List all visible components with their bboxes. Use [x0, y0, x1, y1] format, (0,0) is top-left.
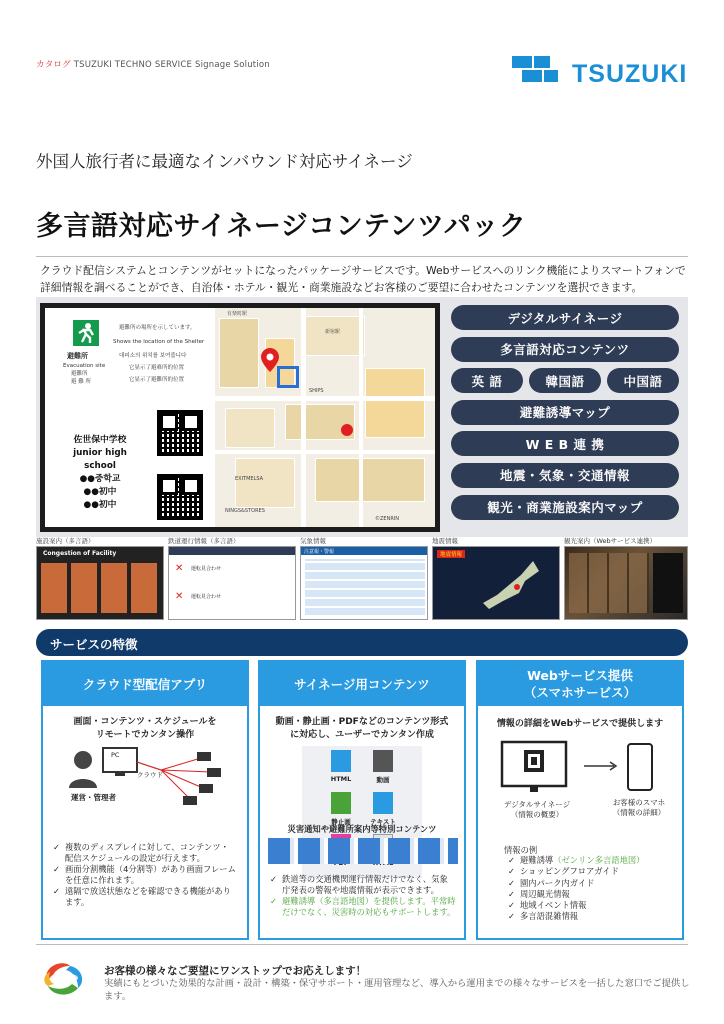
shelter-en-label: Evacuation site — [63, 363, 106, 369]
brand-name: TSUZUKI — [572, 59, 688, 88]
shelter-line: 대피소의 위치를 보여줍니다 — [119, 353, 187, 359]
catalog-label: カタログ — [36, 60, 71, 70]
pill-tourism-map: 観光・商業施設案内マップ — [451, 495, 679, 520]
operator-label: 運営・管理者 — [71, 793, 116, 802]
pill-digital-signage: デジタルサイネージ — [451, 305, 679, 330]
footer-title: お客様の様々なご要望にワンストップでお応えします！ — [104, 965, 367, 977]
school-name: 佐世保中学校 junior high school ●●중학교 ●●初中 ●●初中 — [73, 435, 127, 510]
pill-multilingual: 多言語対応コンテンツ — [451, 337, 679, 362]
qr-code-icon — [157, 474, 203, 520]
shelter-line: 它显示了避難所的位置 — [129, 377, 185, 383]
card-subheading: 動画・静止画・PDFなどのコンテンツ形式 に対応し、ユーザーでカンタン作成 — [275, 717, 449, 740]
intro-text: クラウド配信システムとコンテンツがセットになったパッケージサービスです。Webサービスへのリンク機能によりスマートフォンで詳細情報を調べることができ、自治体・ホテル・観光・商業施設などお客様のご要望に合わせたコンテンツを選択できます。 — [40, 264, 686, 294]
tagline-text: TSUZUKI TECHNO SERVICE Signage Solution — [73, 60, 270, 70]
examples-title: 情報の例 — [504, 845, 538, 855]
tsuzuki-logo — [512, 56, 687, 92]
features-section-bar — [36, 629, 688, 656]
title-divider — [36, 256, 688, 257]
shelter-panel — [45, 308, 215, 527]
shelter-ko-label: 避難所 — [71, 371, 88, 377]
thumbnail-weather: 気象情報 注意報・警報 — [300, 536, 428, 622]
one-stop-logo-icon — [40, 956, 90, 1000]
signage-to-phone-icon — [500, 740, 660, 800]
card-bullets: ✓ 複数のディスプレイに対して、コンテンツ・配信スケジュールの設定が行えます。 ✓ 画面分割機能（4分割等）があり画面フレームを任意に作れます。 ✓ 遠隔で放送状態などを確認できる機能があります。 — [53, 842, 237, 908]
text-file-icon: テキスト — [365, 792, 401, 832]
shelter-zh-label: 避 難 所 — [71, 379, 91, 385]
feature-card-cloud — [41, 660, 249, 940]
card-heading: Webサービス提供 （スマホサービス） — [478, 662, 682, 706]
phone-label: お客様のスマホ （情報の詳細） — [612, 798, 666, 817]
qr-code-icon — [157, 410, 203, 456]
page-subtitle: 外国人旅行者に最適なインバウンド対応サイネージ — [36, 152, 413, 171]
image-file-icon: 静止画 — [323, 792, 359, 832]
thumbnail-earthquake: 地震情報 地震情報 — [432, 536, 560, 622]
features-label: サービスの特徴 — [50, 637, 138, 652]
content-thumbnails — [36, 536, 688, 622]
card-subheading: 情報の詳細をWebサービスで提供します — [496, 719, 664, 729]
footer-divider — [36, 944, 688, 945]
card-heading: サイネージ用コンテンツ — [260, 662, 464, 706]
feature-card-contents — [258, 660, 466, 940]
pill-korean: 韓国語 — [529, 368, 601, 393]
current-location-marker — [277, 366, 299, 388]
special-content-label: 災害通知や避難所案内等特別コンテンツ — [287, 824, 437, 834]
card-bullets: ✓ 鉄道等の交通機関運行情報だけでなく、気象庁発表の警報や地震情報が表示できます。 ✓ 避難誘導（多言語地図）を提供します。平常時だけでなく、災害時の対応もサポートします。 — [270, 874, 456, 918]
destination-dot — [341, 424, 353, 436]
thumbnail-tourism: 観光案内（Webサービス連携） — [564, 536, 688, 622]
page-title: 多言語対応サイネージコンテンツパック — [36, 211, 527, 242]
evacuation-map: 有楽町駅 新宿駅 SHIPS EXITMELSA NINGS&STORES ©ZENRIN — [215, 308, 435, 527]
pill-english: 英 語 — [451, 368, 523, 393]
evacuation-icon — [73, 320, 99, 346]
pill-disaster-info: 地震・気象・交通情報 — [451, 463, 679, 488]
pill-evacuation-map: 避難誘導マップ — [451, 400, 679, 425]
logo-mark-icon — [512, 56, 566, 92]
shelter-jp-label: 避難所 — [67, 352, 88, 360]
feature-card-web — [476, 660, 684, 940]
card-subheading: 画面・コンテンツ・スケジュールを リモートでカンタン操作 — [73, 717, 217, 740]
catalog-tagline — [36, 58, 270, 70]
pill-web-link: W E B 連 携 — [451, 431, 679, 456]
cloud-label: クラウド — [137, 771, 163, 779]
feature-pills — [451, 305, 679, 526]
signage-label: デジタルサイネージ （情報の概要） — [503, 800, 571, 819]
shelter-line: Shows the location of the Shelter — [113, 339, 205, 345]
card-heading: クラウド型配信アプリ — [43, 662, 247, 706]
thumbnail-railway: 鉄道運行情報（多言語） ✕ 運転見合わせ ✕ 運転見合わせ — [168, 536, 296, 622]
shelter-line: 避難所の場所を示しています。 — [119, 325, 196, 331]
thumbnail-facility: 施設案内（多言語） Congestion of Facility — [36, 536, 164, 622]
footer-text: 実績にもとづいた効果的な計画・設計・構築・保守サポート・運用管理など、導入から運用までの様々なサービスを一括した窓口でご提供します。 — [104, 978, 690, 1002]
pc-label: PC — [111, 751, 120, 759]
shelter-line: 它显示了避难所的位置 — [129, 365, 185, 371]
signage-screen — [40, 303, 440, 532]
examples-list: ✓ 避難誘導（ゼンリン多言語地図） ✓ ショッピングフロアガイド ✓ 園内パーク内ガイド ✓ 周辺観光情報 ✓ 地域イベント情報 ✓ 多言語混雑情報 — [508, 855, 680, 923]
html-file-icon: HTML — [323, 750, 359, 790]
pill-chinese: 中国語 — [607, 368, 679, 393]
video-file-icon: 動画 — [365, 750, 401, 790]
special-content-preview — [268, 838, 458, 864]
